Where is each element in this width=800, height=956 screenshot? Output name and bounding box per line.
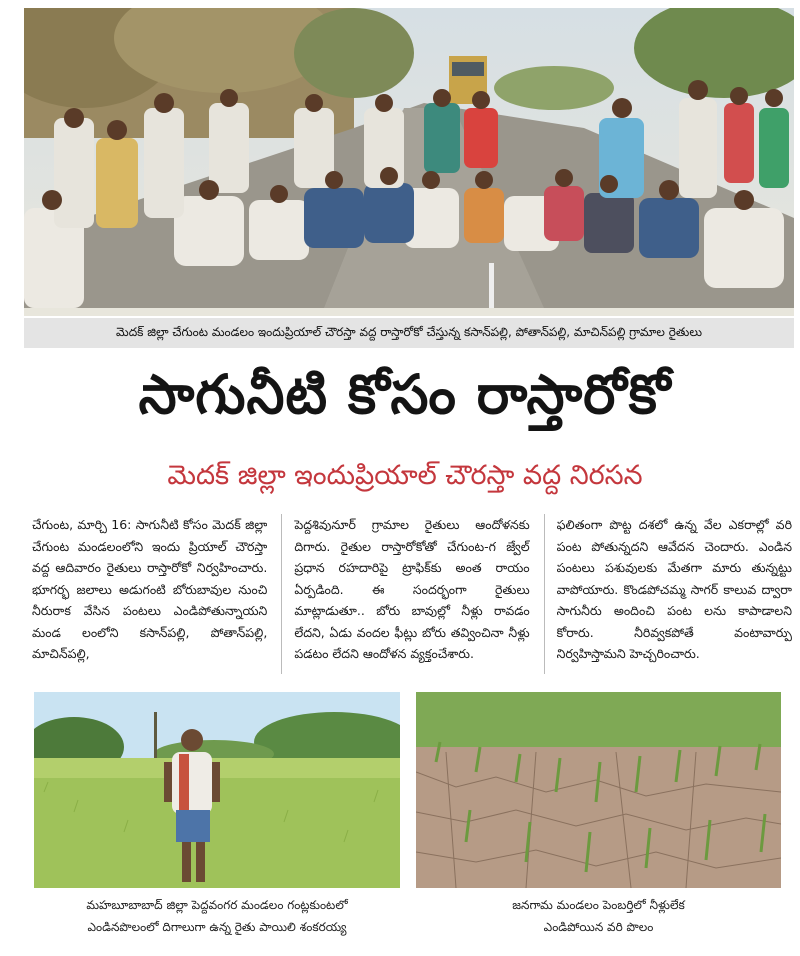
article-column-3: ఫలితంగా పొట్ట దశలో ఉన్న వేల ఎకరాల్లో వరి పంట పోతున్నదని ఆవేదన చెందారు. ఎండిన పంటలు పశువులకు మేతగా మారు తున్నట్టు వాపోయారు. కొండపోచమ్మ సాగర్ కాలువ ద్వారా సాగునీరు అందించి పంట లను కాపాడాలని కోరారు. నీరివ్వకపోతే వంటావార్పు నిర్వహిస్తామని హెచ్చరించారు. [544,514,792,674]
left-caption-line-1: మహబూబాబాద్ జిల్లా పెద్దవంగర మండలం గంట్లకుంటలో [86,898,348,912]
right-caption-line-1: జనగామ మండలం పెంబర్తిలో నీళ్లులేక [512,898,685,912]
left-photo-caption [34,894,400,938]
headline: సాగునీటి కోసం రాస్తారోకో [138,363,672,426]
article-column-2: పెద్దశివునూర్ గ్రామాల రైతులు ఆందోళనకు దిగారు. రైతుల రాస్తారోకోతో చేగుంట-గ జ్వేల్ ప్రధాన రహదారిపై ట్రాఫిక్‌కు అంత రాయం ఏర్పడింది. ఈ సందర్భంగా రైతులు మాట్లాడుతూ.. బోరు బావుల్లో నీళ్లు రావడం లేదని, ఏడు వందల ఫీట్లు బోరు తవ్వించినా నీళ్లు పడటం లేదని ఆందోళన వ్యక్తంచేశారు. [281,514,529,674]
right-caption-line-2: ఎండిపోయిన వరి పొలం [543,920,654,934]
article-column-1: చేగుంట, మార్చి 16: సాగునీటి కోసం మెదక్ జిల్లా చేగుంట మండలంలోని ఇందు ప్రియాల్ చౌరస్తా వద్ద ఆదివారం రైతులు రాస్తారోకో నిర్వహించారు. భూగర్భ జలాలు అడుగంటి బోరుబావుల నుంచి నీరురాక వేసిన పంటలు ఎండిపోతున్నాయని మండ లంలోని కసాన్‌పల్లి, పోతాన్‌పల్లి, మాచిన్‌పల్లి, [32,517,268,661]
subheadline: మెదక్ జిల్లా ఇందుప్రియాల్ చౌరస్తా వద్ద నిరసన [167,460,643,491]
left-caption-line-2: ఎండినపొలంలో దిగాలుగా ఉన్న రైతు పాయిలి శంకరయ్య [87,920,347,934]
top-photo-caption: మెదక్ జిల్లా చేగుంట మండలం ఇందుప్రియాల్ చౌరస్తా వద్ద రాస్తారోకో చేస్తున్న కసాన్‌పల్లి, పోతాన్‌పల్లి, మాచిన్‌పల్లి గ్రామాల రైతులు [24,318,794,348]
protest-photo [24,8,794,316]
right-photo-caption [416,894,781,938]
dry-paddy-field-photo [416,692,781,888]
article-body [32,514,792,674]
farmer-in-field-photo [34,692,400,888]
